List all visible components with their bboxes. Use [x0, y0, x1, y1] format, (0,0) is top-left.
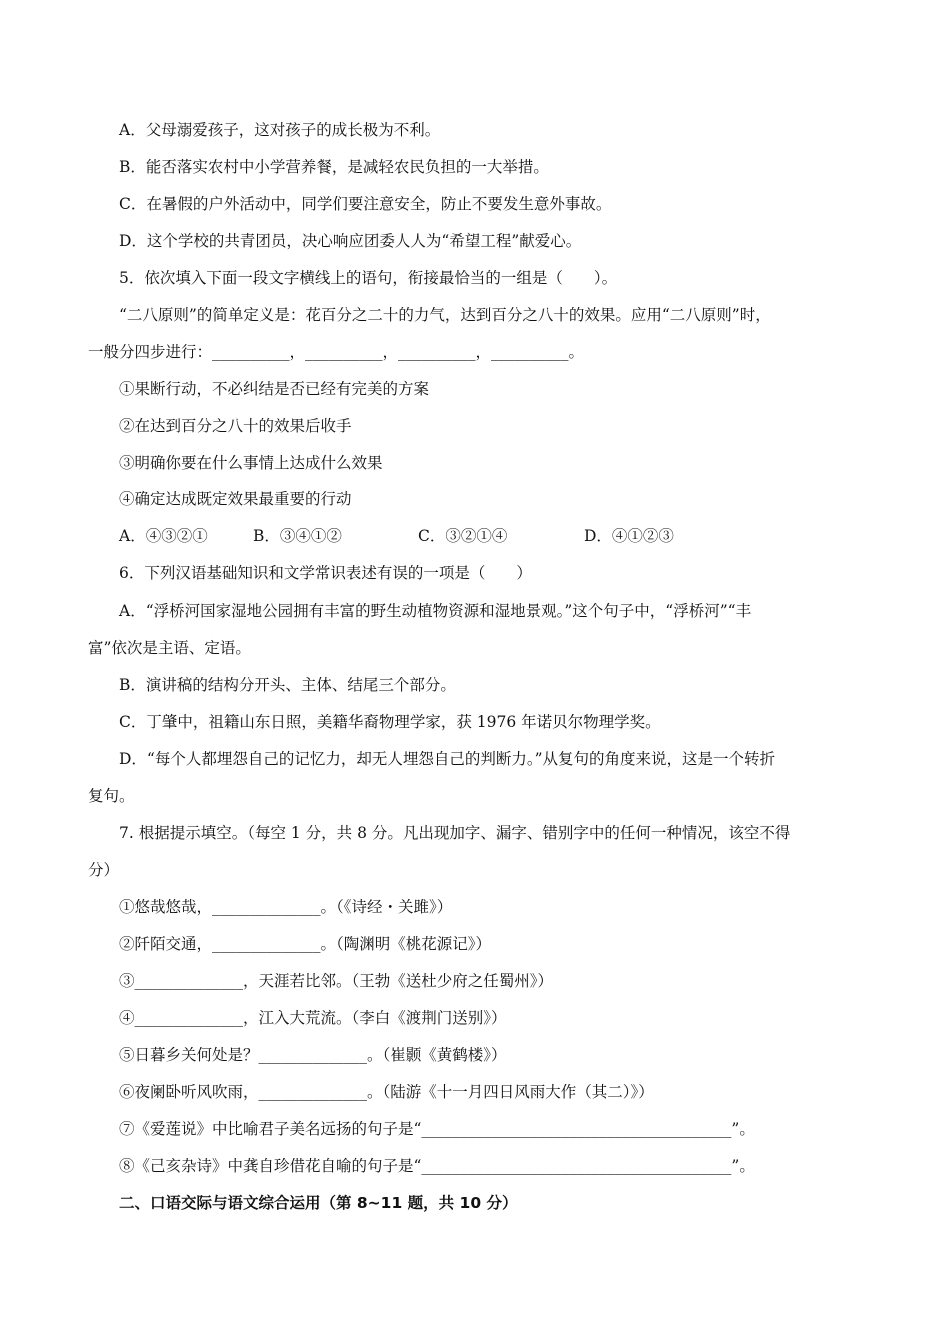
q6-option-c: C．丁肇中，祖籍山东日照，美籍华裔物理学家，获 1976 年诺贝尔物理学奖。: [119, 713, 661, 731]
q5-choice-c: C．③②①④: [418, 527, 508, 545]
q7-item-3: ③______________，天涯若比邻。（王勃《送杜少府之任蜀州》）: [119, 972, 554, 990]
q5-item-3: ③明确你要在什么事情上达成什么效果: [119, 454, 383, 472]
q5-item-4: ④确定达成既定效果最重要的行动: [119, 490, 352, 508]
q6-stem: 6．下列汉语基础知识和文学常识表述有误的一项是（ ）: [119, 564, 532, 582]
q7-stem-line1: 7. 根据提示填空。（每空 1 分，共 8 分。凡出现加字、漏字、错别字中的任何一种情况，该空不得: [119, 824, 791, 842]
q4-option-d: D．这个学校的共青团员，决心响应团委人人为“希望工程”献爱心。: [119, 232, 582, 250]
q5-choice-d: D．④①②③: [584, 527, 674, 545]
q5-passage-line1: “二八原则”的简单定义是：花百分之二十的力气，达到百分之八十的效果。应用“二八原则”时，: [119, 306, 771, 324]
q5-item-1: ①果断行动，不必纠结是否已经有完美的方案: [119, 380, 430, 398]
q6-option-b: B．演讲稿的结构分开头、主体、结尾三个部分。: [119, 676, 456, 694]
q5-choice-a: A．④③②①: [119, 527, 208, 545]
q7-item-2: ②阡陌交通，______________。（陶渊明《桃花源记》）: [119, 935, 492, 953]
q5-stem: 5．依次填入下面一段文字横线上的语句，衔接最恰当的一组是（ ）。: [119, 269, 618, 287]
q4-option-b: B．能否落实农村中小学营养餐，是减轻农民负担的一大举措。: [119, 158, 549, 176]
q6-option-d-line2: 复句。: [88, 787, 135, 805]
q7-item-1: ①悠哉悠哉，______________。（《诗经・关雎》）: [119, 898, 453, 916]
q7-item-4: ④______________，江入大荒流。（李白《渡荆门送别》）: [119, 1009, 507, 1027]
q7-item-5: ⑤日暮乡关何处是？______________。（崔颢《黄鹤楼》）: [119, 1046, 507, 1064]
q7-item-7: ⑦《爱莲说》中比喻君子美名远扬的句子是“________________________________________”。: [119, 1120, 755, 1138]
q5-item-2: ②在达到百分之八十的效果后收手: [119, 417, 352, 435]
q7-stem-line2: 分）: [88, 861, 120, 879]
q7-item-8: ⑧《己亥杂诗》中龚自珍借花自喻的句子是“________________________________________”。: [119, 1157, 755, 1175]
q6-option-a-line1: A．“浮桥河国家湿地公园拥有丰富的野生动植物资源和湿地景观。”这个句子中，“浮桥河”“丰: [119, 602, 752, 620]
q4-option-c: C．在暑假的户外活动中，同学们要注意安全，防止不要发生意外事故。: [119, 195, 612, 213]
q6-option-a-line2: 富”依次是主语、定语。: [88, 639, 251, 657]
section2-heading: 二、口语交际与语文综合运用（第 8~11 题，共 10 分）: [119, 1194, 518, 1212]
q7-item-6: ⑥夜阑卧听风吹雨，______________。（陆游《十一月四日风雨大作（其二）》）: [119, 1083, 654, 1101]
q4-option-a: A．父母溺爱孩子，这对孩子的成长极为不利。: [119, 121, 441, 139]
q5-passage-line2: 一般分四步进行：__________，__________，__________，__________。: [88, 343, 585, 361]
q6-option-d-line1: D．“每个人都埋怨自己的记忆力，却无人埋怨自己的判断力。”从复句的角度来说，这是一个转折: [119, 750, 776, 768]
q5-choice-b: B．③④①②: [253, 527, 342, 545]
